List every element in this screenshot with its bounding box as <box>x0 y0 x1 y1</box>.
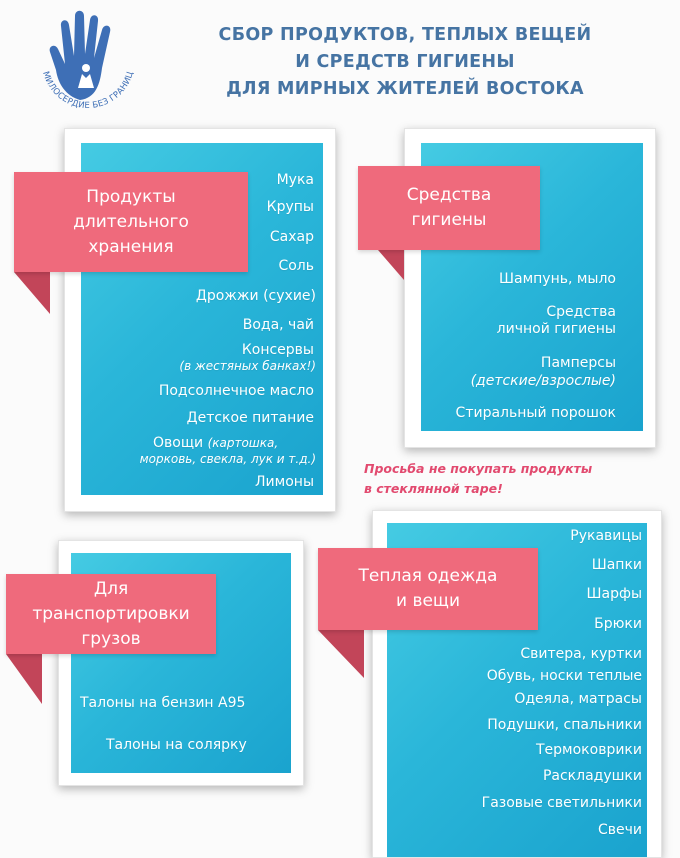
food-item-lemons: Лимоны <box>255 474 314 490</box>
food-item-baby-food: Детское питание <box>186 410 314 426</box>
title-line-3: ДЛЯ МИРНЫХ ЖИТЕЛЕЙ ВОСТОКА <box>226 79 584 99</box>
transport-item-petrol: Талоны на бензин А95 <box>80 695 246 711</box>
food-item-flour: Мука <box>276 172 314 188</box>
hygiene-heading: Средства гигиены <box>358 166 540 250</box>
food-item-canned-note: (в жестяных банках!) <box>179 359 316 373</box>
title-line-2: И СРЕДСТВ ГИГИЕНЫ <box>295 52 515 72</box>
clothes-item: Свечи <box>597 822 642 838</box>
title-line-1: СБОР ПРОДУКТОВ, ТЕПЛЫХ ВЕЩЕЙ <box>218 25 592 45</box>
clothes-ribbon-fold <box>318 630 364 678</box>
clothes-item: Газовые светильники <box>481 795 642 811</box>
logo-text: МИЛОСЕРДИЕ БЕЗ ГРАНИЦ <box>40 70 136 112</box>
food-heading: Продукты длительного хранения <box>14 172 248 272</box>
clothes-heading: Теплая одежда и вещи <box>318 548 538 630</box>
food-item-yeast: Дрожжи (сухие) <box>195 288 316 304</box>
transport-heading: Для транспортировки грузов <box>6 574 216 654</box>
food-item-oil: Подсолнечное масло <box>158 383 314 399</box>
glass-packaging-notice: Просьба не покупать продукты в стеклянной таре! <box>364 461 593 496</box>
hygiene-item-diapers-note: (детские/взрослые) <box>470 373 616 389</box>
food-item-grains: Крупы <box>266 199 314 215</box>
transport-item-diesel: Талоны на солярку <box>106 737 247 753</box>
food-ribbon-fold <box>14 272 50 314</box>
food-item-vegetables: Овощи (картошка, <box>153 435 279 451</box>
clothes-item: Свитера, куртки <box>520 646 642 662</box>
clothes-item: Брюки <box>594 616 642 632</box>
clothes-item: Шарфы <box>586 586 642 602</box>
transport-ribbon-fold <box>6 654 42 704</box>
hygiene-item-personal-2: личной гигиены <box>496 321 616 337</box>
hygiene-item-diapers: Памперсы <box>540 355 616 371</box>
food-item-sugar: Сахар <box>269 229 314 245</box>
clothes-item: Одеяла, матрасы <box>514 691 642 707</box>
open-hand-icon <box>28 4 148 122</box>
clothes-item: Обувь, носки теплые <box>486 668 642 684</box>
clothes-item: Рукавицы <box>570 528 642 544</box>
food-item-canned: Консервы <box>241 342 314 358</box>
clothes-item: Шапки <box>591 557 642 573</box>
clothes-item: Раскладушки <box>542 768 642 784</box>
logo <box>28 4 148 122</box>
clothes-item: Термоковрики <box>536 742 642 758</box>
page-title <box>150 22 660 103</box>
clothes-item: Подушки, спальники <box>487 717 642 733</box>
hygiene-item-detergent: Стиральный порошок <box>455 405 616 421</box>
food-item-water-tea: Вода, чай <box>242 317 314 333</box>
hygiene-item-shampoo: Шампунь, мыло <box>499 271 616 287</box>
hygiene-ribbon-fold <box>378 250 404 280</box>
food-item-salt: Соль <box>278 258 314 274</box>
hygiene-item-personal-1: Средства <box>546 304 616 320</box>
food-item-vegetables-note: морковь, свекла, лук и т.д.) <box>139 452 316 466</box>
